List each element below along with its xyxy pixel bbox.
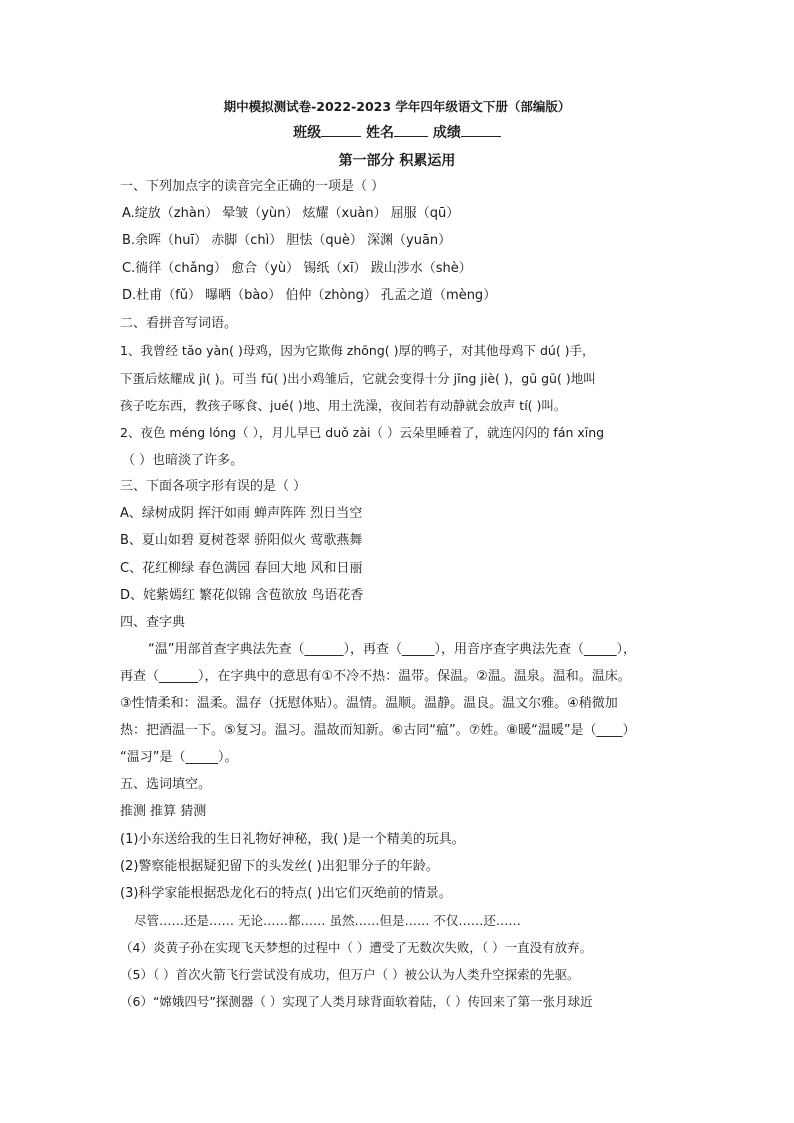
q1-option-d[interactable]: D.杜甫（fǔ） 曝晒（bào） 伯仲（zhòng） 孔孟之道（mèng） — [122, 288, 497, 303]
q5-sentence-6: （6）“嫦娥四号”探测器（ ）实现了人类月球背面软着陆，（ ）传回来了第一张月球近 — [120, 994, 593, 1009]
q5-sentence-1: (1)小东送给我的生日礼物好神秘，我( )是一个精美的玩具。 — [120, 832, 465, 847]
q5-sentence-3: (3)科学家能根据恐龙化石的特点( )出它们灭绝前的情景。 — [120, 886, 452, 901]
q4-line1: “温”用部首查字典法先查（______），再查（_____），用音序查字典法先查（_____）， — [148, 642, 636, 657]
q5-sentence-4: （4）炎黄子孙在实现飞天梦想的过程中（ ）遭受了无数次失败，（ ）一直没有放弃。 — [120, 940, 593, 955]
exam-title: 期中模拟测试卷-2022-2023 学年四年级语文下册（部编版） — [223, 99, 571, 114]
q5-word-bank: 推测 推算 猜测 — [120, 804, 207, 819]
q4-line4: 热：把酒温一下。⑤复习。温习。温故而知新。⑥古同“瘟”。⑦姓。⑧暖“温暖”是（____） — [120, 723, 636, 738]
q1-option-a[interactable]: A.绽放（zhàn） 晕皱（yùn） 炫耀（xuàn） 屈服（qū） — [122, 206, 460, 221]
name-blank[interactable] — [394, 124, 428, 137]
score-blank[interactable] — [461, 124, 501, 137]
q4-line2: 再查（______），在字典中的意思有①不冷不热：温带。保温。②温。温泉。温和。温床。 — [120, 669, 631, 684]
q5-stem: 五、选词填空。 — [120, 777, 212, 792]
q5-sentence-5: （5）（ ）首次火箭飞行尝试没有成功，但万户（ ）被公认为人类升空探索的先驱。 — [120, 967, 580, 982]
q2-p1-line1: 1、我曾经 tǎo yàn( )母鸡，因为它欺侮 zhōng( )厚的鸭子，对其他母鸡下 dú( )手， — [120, 343, 595, 358]
score-label: 成绩 — [432, 125, 461, 141]
q5-sentence-2: (2)警察能根据疑犯留下的头发丝( )出犯罪分子的年龄。 — [120, 859, 439, 874]
q3-option-b[interactable]: B、夏山如碧 夏树苍翠 骄阳似火 莺歌燕舞 — [120, 533, 363, 548]
q2-p1-line2: 下蛋后炫耀成 jì( )。可当 fū( )出小鸡雏后，它就会变得十分 jǐng jiè( )，gū gū( )地叫 — [120, 371, 596, 386]
q3-option-c[interactable]: C、花红柳绿 春色满园 春回大地 风和日丽 — [120, 561, 363, 576]
q3-option-a[interactable]: A、绿树成阴 挥汗如雨 蝉声阵阵 烈日当空 — [120, 506, 363, 521]
part-heading: 第一部分 积累运用 — [338, 153, 456, 169]
name-label: 姓名 — [366, 125, 394, 141]
q3-option-d[interactable]: D、姹紫嫣红 繁花似锦 含苞欲放 鸟语花香 — [120, 588, 364, 603]
q4-line5: “温习”是（_____）。 — [120, 750, 238, 765]
q2-p2-line1: 2、夜色 méng lóng（ ），月儿早已 duǒ zài（ ）云朵里睡着了，就连闪闪的 fán xīng — [120, 425, 605, 440]
q4-stem: 四、查字典 — [120, 615, 186, 630]
class-label: 班级 — [293, 125, 322, 141]
q4-line3: ③性情柔和：温柔。温存（抚慰体贴）。温情。温顺。温静。温良。温文尔雅。④稍微加 — [120, 696, 618, 711]
student-info-line — [0, 122, 794, 144]
q1-option-b[interactable]: B.余晖（huī） 赤脚（chì） 胆怯（què） 深渊（yuān） — [122, 233, 452, 248]
q5-conjunction-bank: 尽管……还是…… 无论……都…… 虽然……但是…… 不仅……还…… — [134, 913, 521, 928]
q1-stem: 一、下列加点字的读音完全正确的一项是（ ） — [120, 179, 385, 194]
q2-p2-line2: （ ）也暗淡了许多。 — [122, 453, 244, 468]
q3-stem: 三、下面各项字形有误的是（ ） — [120, 479, 307, 494]
q2-p1-line3: 孩子吃东西，教孩子啄食、jué( )地、用土洗澡，夜间若有动静就会放声 tí( )叫。 — [120, 398, 567, 413]
class-blank[interactable] — [321, 124, 361, 137]
q2-stem: 二、看拼音写词语。 — [120, 316, 238, 331]
q1-option-c[interactable]: C.徜徉（chǎng） 愈合（yù） 锡纸（xī） 跋山涉水（shè） — [122, 261, 472, 276]
